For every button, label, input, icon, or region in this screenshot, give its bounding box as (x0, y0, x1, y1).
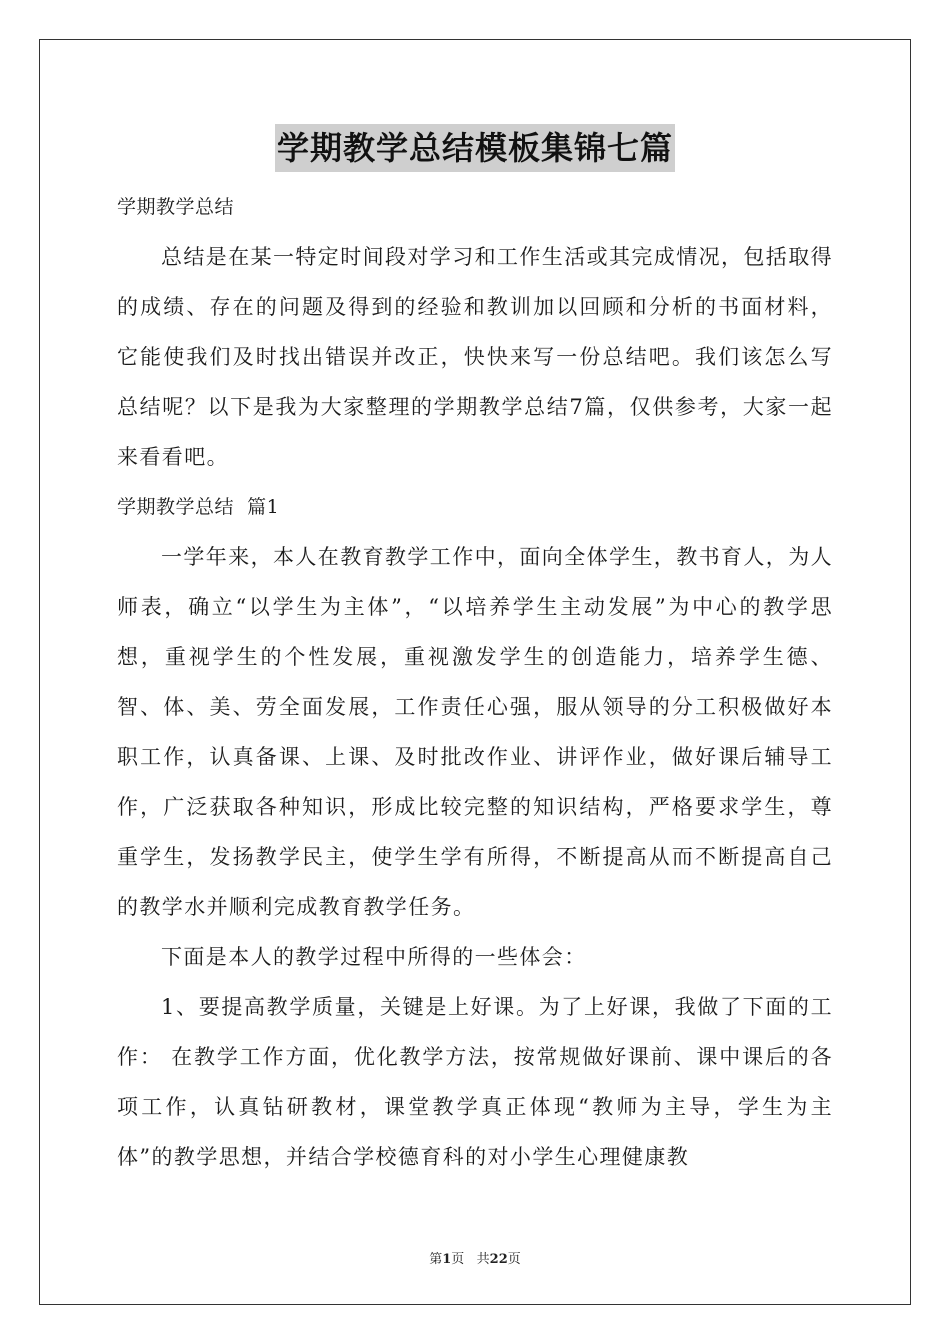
document-body (117, 124, 833, 1182)
document-title-text: 学期教学总结模板集锦七篇 (275, 124, 675, 172)
footer-page-current: 1 (442, 1252, 452, 1267)
footer-page-total: 22 (489, 1252, 508, 1267)
section-heading: 学期教学总结 篇1 (117, 496, 280, 518)
footer-page-suffix: 页 (507, 1252, 521, 1267)
document-title (117, 124, 833, 172)
body-paragraph: 下面是本人的教学过程中所得的一些体会： (161, 945, 587, 969)
body-paragraph: 1、要提高教学质量，关键是上好课。为了上好课，我做了下面的工作： 在教学工作方面，优化教学方法，按常规做好课前、课中课后的各项工作，认真钻研教材，课堂教学真正体现“教师为主导，学生为主体”的教学思想，并结合学校德育科的对小学生心理健康教 (117, 995, 833, 1169)
footer-page-mid: 页 共 (451, 1252, 490, 1267)
body-paragraph: 一学年来，本人在教育教学工作中，面向全体学生，教书育人，为人师表，确立“以学生为主体”，“以培养学生主动发展”为中心的教学思想，重视学生的个性发展，重视激发学生的创造能力，培养学生德、智、体、美、劳全面发展，工作责任心强，服从领导的分工积极做好本职工作，认真备课、上课、及时批改作业、讲评作业，做好课后辅导工作，广泛获取各种知识，形成比较完整的知识结构，严格要求学生，尊重学生，发扬教学民主，使学生学有所得，不断提高从而不断提高自己的教学水并顺利完成教育教学任务。 (117, 545, 833, 919)
intro-paragraph: 总结是在某一特定时间段对学习和工作生活或其完成情况，包括取得的成绩、存在的问题及得到的经验和教训加以回顾和分析的书面材料，它能使我们及时找出错误并改正，快快来写一份总结吧。我们该怎么写总结呢？以下是我为大家整理的学期教学总结7篇，仅供参考，大家一起来看看吧。 (117, 245, 833, 469)
intro-heading: 学期教学总结 (117, 196, 235, 218)
page-footer (39, 1248, 911, 1267)
footer-page-prefix: 第 (429, 1252, 443, 1267)
